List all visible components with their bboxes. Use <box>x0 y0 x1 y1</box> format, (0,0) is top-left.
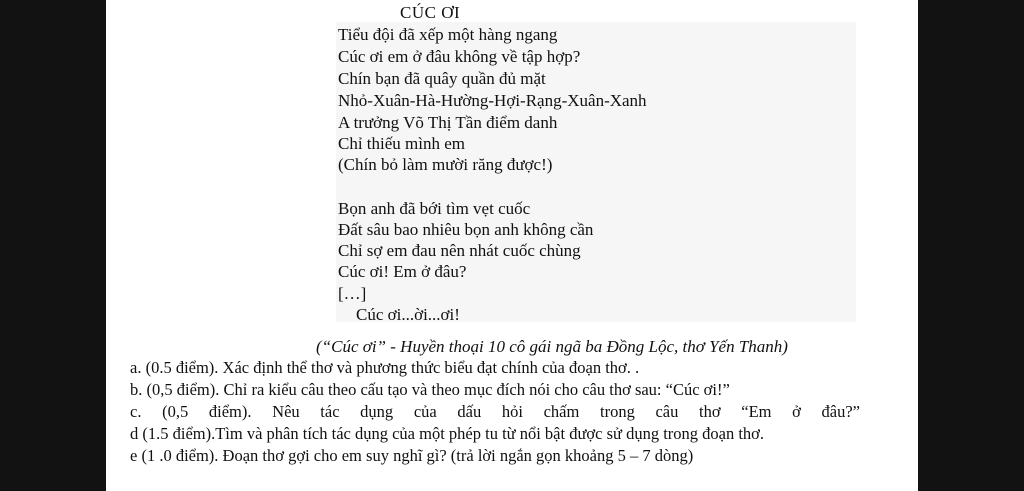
question-c: c. (0,5 điểm). Nêu tác dụng của dấu hỏi chấm trong câu thơ “Em ở đâu?” <box>130 402 860 421</box>
poem-line: Cúc ơi! Em ở đâu? <box>338 262 467 281</box>
poem-line: Chỉ sợ em đau nên nhát cuốc chùng <box>338 241 581 260</box>
poem-line: Tiểu đội đã xếp một hàng ngang <box>338 25 558 44</box>
poem-line: Đất sâu bao nhiêu bọn anh không cần <box>338 220 594 239</box>
poem-line: Chỉ thiếu mình em <box>338 134 466 153</box>
question-d: d (1.5 điểm).Tìm và phân tích tác dụng của một phép tu từ nổi bật được sử dụng trong đoạn thơ. <box>130 424 765 443</box>
poem-line: Nhỏ-Xuân-Hà-Hường-Hợi-Rạng-Xuân-Xanh <box>338 91 647 110</box>
poem-source: (“Cúc ơi” - Huyền thoại 10 cô gái ngã ba Đồng Lộc, thơ Yến Thanh) <box>316 337 788 356</box>
question-a: a. (0.5 điểm). Xác định thể thơ và phương thức biểu đạt chính của đoạn thơ. . <box>130 358 640 377</box>
document-page <box>106 0 918 491</box>
question-e: e (1 .0 điểm). Đoạn thơ gợi cho em suy nghĩ gì? (trả lời ngắn gọn khoảng 5 – 7 dòng) <box>130 446 694 465</box>
poem-line: Cúc ơi em ở đâu không về tập hợp? <box>338 47 581 66</box>
poem-line: (Chín bỏ làm mười răng được!) <box>338 155 553 174</box>
poem-final-line: Cúc ơi...ời...ơi! <box>356 305 460 324</box>
poem-line: Bọn anh đã bới tìm vẹt cuốc <box>338 199 531 218</box>
poem-line: […] <box>338 284 367 303</box>
question-b: b. (0,5 điểm). Chỉ ra kiểu câu theo cấu tạo và theo mục đích nói cho câu thơ sau: “Cúc ơi!” <box>130 380 730 399</box>
poem-title: CÚC ƠI <box>400 3 461 22</box>
poem-line: Chín bạn đã quây quần đủ mặt <box>338 69 546 88</box>
poem-line: A trưởng Võ Thị Tần điểm danh <box>338 113 558 132</box>
